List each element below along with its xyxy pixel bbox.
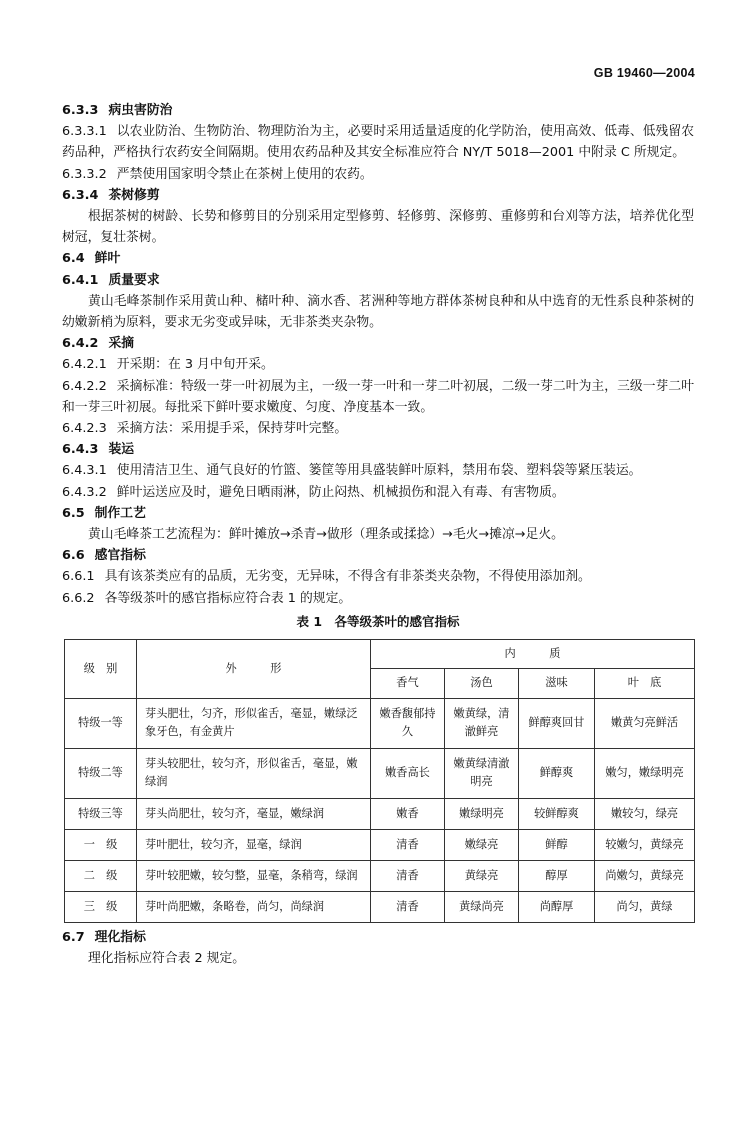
heading-title: 装运 (108, 442, 135, 458)
aroma-cell: 嫩香 (371, 798, 445, 829)
clause-paragraph (62, 164, 694, 185)
after-table-sections (62, 927, 694, 969)
clause-number: 6.4.3.1 (62, 463, 107, 479)
clause-number: 6.7 (62, 929, 85, 945)
clause-paragraph (62, 376, 694, 418)
heading-title: 感官指标 (94, 548, 146, 564)
clause-text: 以农业防治、生物防治、物理防治为主，必要时采用适量适度的化学防治，使用高效、低毒、低残留农药品种，严格执行农药安全间隔期。使用农药品种及其安全标准应符合 NY/T 5018—2001 中附录 C 所规定。 (62, 124, 694, 161)
grade-cell: 特级一等 (65, 698, 137, 748)
table-row (65, 698, 695, 748)
aroma-cell: 清香 (371, 860, 445, 891)
taste-cell: 鲜醇爽回甘 (519, 698, 595, 748)
sensory-index-table (64, 639, 695, 923)
table-row (65, 891, 695, 922)
taste-cell: 鲜醇 (519, 829, 595, 860)
table-row (65, 860, 695, 891)
section-heading (62, 333, 694, 354)
inner-quality-header: 内 质 (371, 639, 695, 668)
body-paragraph: 黄山毛峰茶工艺流程为：鲜叶摊放→杀青→做形（理条或揉捻）→毛火→摊凉→足火。 (88, 527, 564, 543)
liquor-cell: 黄绿亮 (445, 860, 519, 891)
appearance-cell: 芽叶较肥嫩，较匀整，显毫，条稍弯，绿润 (137, 860, 371, 891)
clause-number: 6.6.1 (62, 569, 95, 585)
taste-cell: 醇厚 (519, 860, 595, 891)
clause-paragraph (62, 460, 694, 481)
table-row (65, 829, 695, 860)
clause-number: 6.4 (62, 251, 85, 267)
body-paragraph: 根据茶树的树龄、长势和修剪目的分别采用定型修剪、轻修剪、深修剪、重修剪和台刈等方法，培养优化型树冠，复壮茶树。 (62, 209, 694, 246)
heading-title: 质量要求 (108, 272, 160, 288)
standard-code: GB 19460—2004 (593, 66, 695, 80)
clause-text: 具有该茶类应有的品质，无劣变，无异味，不得含有非茶类夹杂物，不得使用添加剂。 (104, 569, 591, 585)
body-paragraph: 黄山毛峰茶制作采用黄山种、槠叶种、滴水香、茗洲种等地方群体茶树良种和从中选育的无性系良种茶树的幼嫩新梢为原料，要求无劣变或异味，无非茶类夹杂物。 (62, 293, 694, 331)
clause-paragraph (62, 354, 694, 375)
heading-title: 鲜叶 (94, 251, 121, 267)
appearance-cell: 芽头较肥壮，较匀齐，形似雀舌，毫显，嫩绿润 (137, 748, 371, 798)
liquor-column-header: 汤色 (445, 668, 519, 698)
taste-cell: 鲜醇爽 (519, 748, 595, 798)
heading-title: 制作工艺 (94, 505, 146, 521)
appearance-cell: 芽头肥壮，匀齐，形似雀舌，毫显，嫩绿泛象牙色，有金黄片 (137, 698, 371, 748)
clause-text: 使用清洁卫生、通气良好的竹篮、篓筐等用具盛装鲜叶原料，禁用布袋、塑料袋等紧压装运。 (116, 463, 642, 479)
leaf-base-cell: 较嫩匀，黄绿亮 (595, 829, 695, 860)
aroma-cell: 嫩香高长 (371, 748, 445, 798)
heading-title: 理化指标 (94, 929, 146, 945)
clause-number: 6.4.1 (62, 272, 99, 288)
section-heading (62, 100, 694, 121)
grade-column-header: 级 别 (65, 639, 137, 698)
clause-number: 6.4.2.3 (62, 421, 107, 437)
appearance-cell: 芽叶肥壮，较匀齐，显毫，绿润 (137, 829, 371, 860)
appearance-column-header: 外 形 (137, 639, 371, 698)
grade-cell: 一 级 (65, 829, 137, 860)
sections-list (62, 100, 694, 609)
section-heading (62, 545, 694, 566)
table-row (65, 748, 695, 798)
clause-number: 6.4.2.1 (62, 357, 107, 373)
clause-number: 6.5 (62, 505, 85, 521)
clause-text: 开采期：在 3 月中旬开采。 (116, 357, 274, 373)
section-heading (62, 439, 694, 460)
clause-text: 采摘标准：特级一芽一叶初展为主，一级一芽一叶和一芽二叶初展，二级一芽二叶为主，三级一芽二叶和一芽三叶初展。每批采下鲜叶要求嫩度、匀度、净度基本一致。 (62, 378, 694, 415)
liquor-cell: 嫩黄绿清澈明亮 (445, 748, 519, 798)
clause-paragraph (62, 482, 694, 503)
leaf-base-cell: 嫩匀，嫩绿明亮 (595, 748, 695, 798)
clause-number: 6.3.4 (62, 187, 99, 203)
clause-text: 各等级茶叶的感官指标应符合表 1 的规定。 (104, 590, 352, 606)
grade-cell: 三 级 (65, 891, 137, 922)
document-body (62, 100, 694, 969)
clause-number: 6.4.2.2 (62, 378, 107, 394)
table-caption: 表 1 各等级茶叶的感官指标 (296, 613, 460, 629)
clause-number: 6.6.2 (62, 590, 95, 606)
grade-cell: 特级二等 (65, 748, 137, 798)
leaf-base-cell: 嫩较匀，绿亮 (595, 798, 695, 829)
aroma-column-header: 香气 (371, 668, 445, 698)
liquor-cell: 嫩绿明亮 (445, 798, 519, 829)
clause-number: 6.3.3 (62, 103, 99, 118)
section-heading (62, 270, 694, 291)
clause-text: 鲜叶运送应及时，避免日晒雨淋，防止闷热、机械损伤和混入有毒、有害物质。 (116, 484, 565, 500)
clause-text: 采摘方法：采用提手采，保持芽叶完整。 (116, 421, 348, 437)
table-row (65, 798, 695, 829)
clause-paragraph (62, 588, 694, 609)
clause-number: 6.3.3.2 (62, 166, 107, 182)
leaf-base-cell: 尚匀，黄绿 (595, 891, 695, 922)
liquor-cell: 嫩黄绿，清澈鲜亮 (445, 698, 519, 748)
aroma-cell: 清香 (371, 891, 445, 922)
section-heading (62, 927, 694, 948)
clause-number: 6.3.3.1 (62, 124, 107, 140)
leaf-base-cell: 嫩黄匀亮鲜活 (595, 698, 695, 748)
grade-cell: 特级三等 (65, 798, 137, 829)
aroma-cell: 清香 (371, 829, 445, 860)
clause-paragraph (62, 566, 694, 587)
section-heading (62, 185, 694, 206)
section-heading (62, 248, 694, 269)
clause-text: 严禁使用国家明令禁止在茶树上使用的农药。 (116, 166, 373, 182)
aroma-cell: 嫩香馥郁持久 (371, 698, 445, 748)
clause-paragraph (62, 121, 694, 163)
appearance-cell: 芽叶尚肥嫩，条略卷，尚匀，尚绿润 (137, 891, 371, 922)
taste-cell: 尚醇厚 (519, 891, 595, 922)
appearance-cell: 芽头尚肥壮，较匀齐，毫显，嫩绿润 (137, 798, 371, 829)
section-heading (62, 503, 694, 524)
clause-paragraph (62, 418, 694, 439)
liquor-cell: 嫩绿亮 (445, 829, 519, 860)
clause-number: 6.4.2 (62, 336, 99, 352)
heading-title: 采摘 (108, 336, 135, 352)
heading-title: 茶树修剪 (108, 187, 160, 203)
grade-cell: 二 级 (65, 860, 137, 891)
clause-number: 6.6 (62, 548, 85, 564)
liquor-cell: 黄绿尚亮 (445, 891, 519, 922)
clause-number: 6.4.3.2 (62, 484, 107, 500)
heading-title: 病虫害防治 (108, 103, 173, 118)
taste-column-header: 滋味 (519, 668, 595, 698)
table-body (65, 698, 695, 922)
taste-cell: 较鲜醇爽 (519, 798, 595, 829)
clause-number: 6.4.3 (62, 442, 99, 458)
table-wrapper (64, 639, 694, 923)
leaf-base-cell: 尚嫩匀，黄绿亮 (595, 860, 695, 891)
body-paragraph: 理化指标应符合表 2 规定。 (88, 951, 246, 967)
leaf-base-column-header: 叶 底 (595, 668, 695, 698)
